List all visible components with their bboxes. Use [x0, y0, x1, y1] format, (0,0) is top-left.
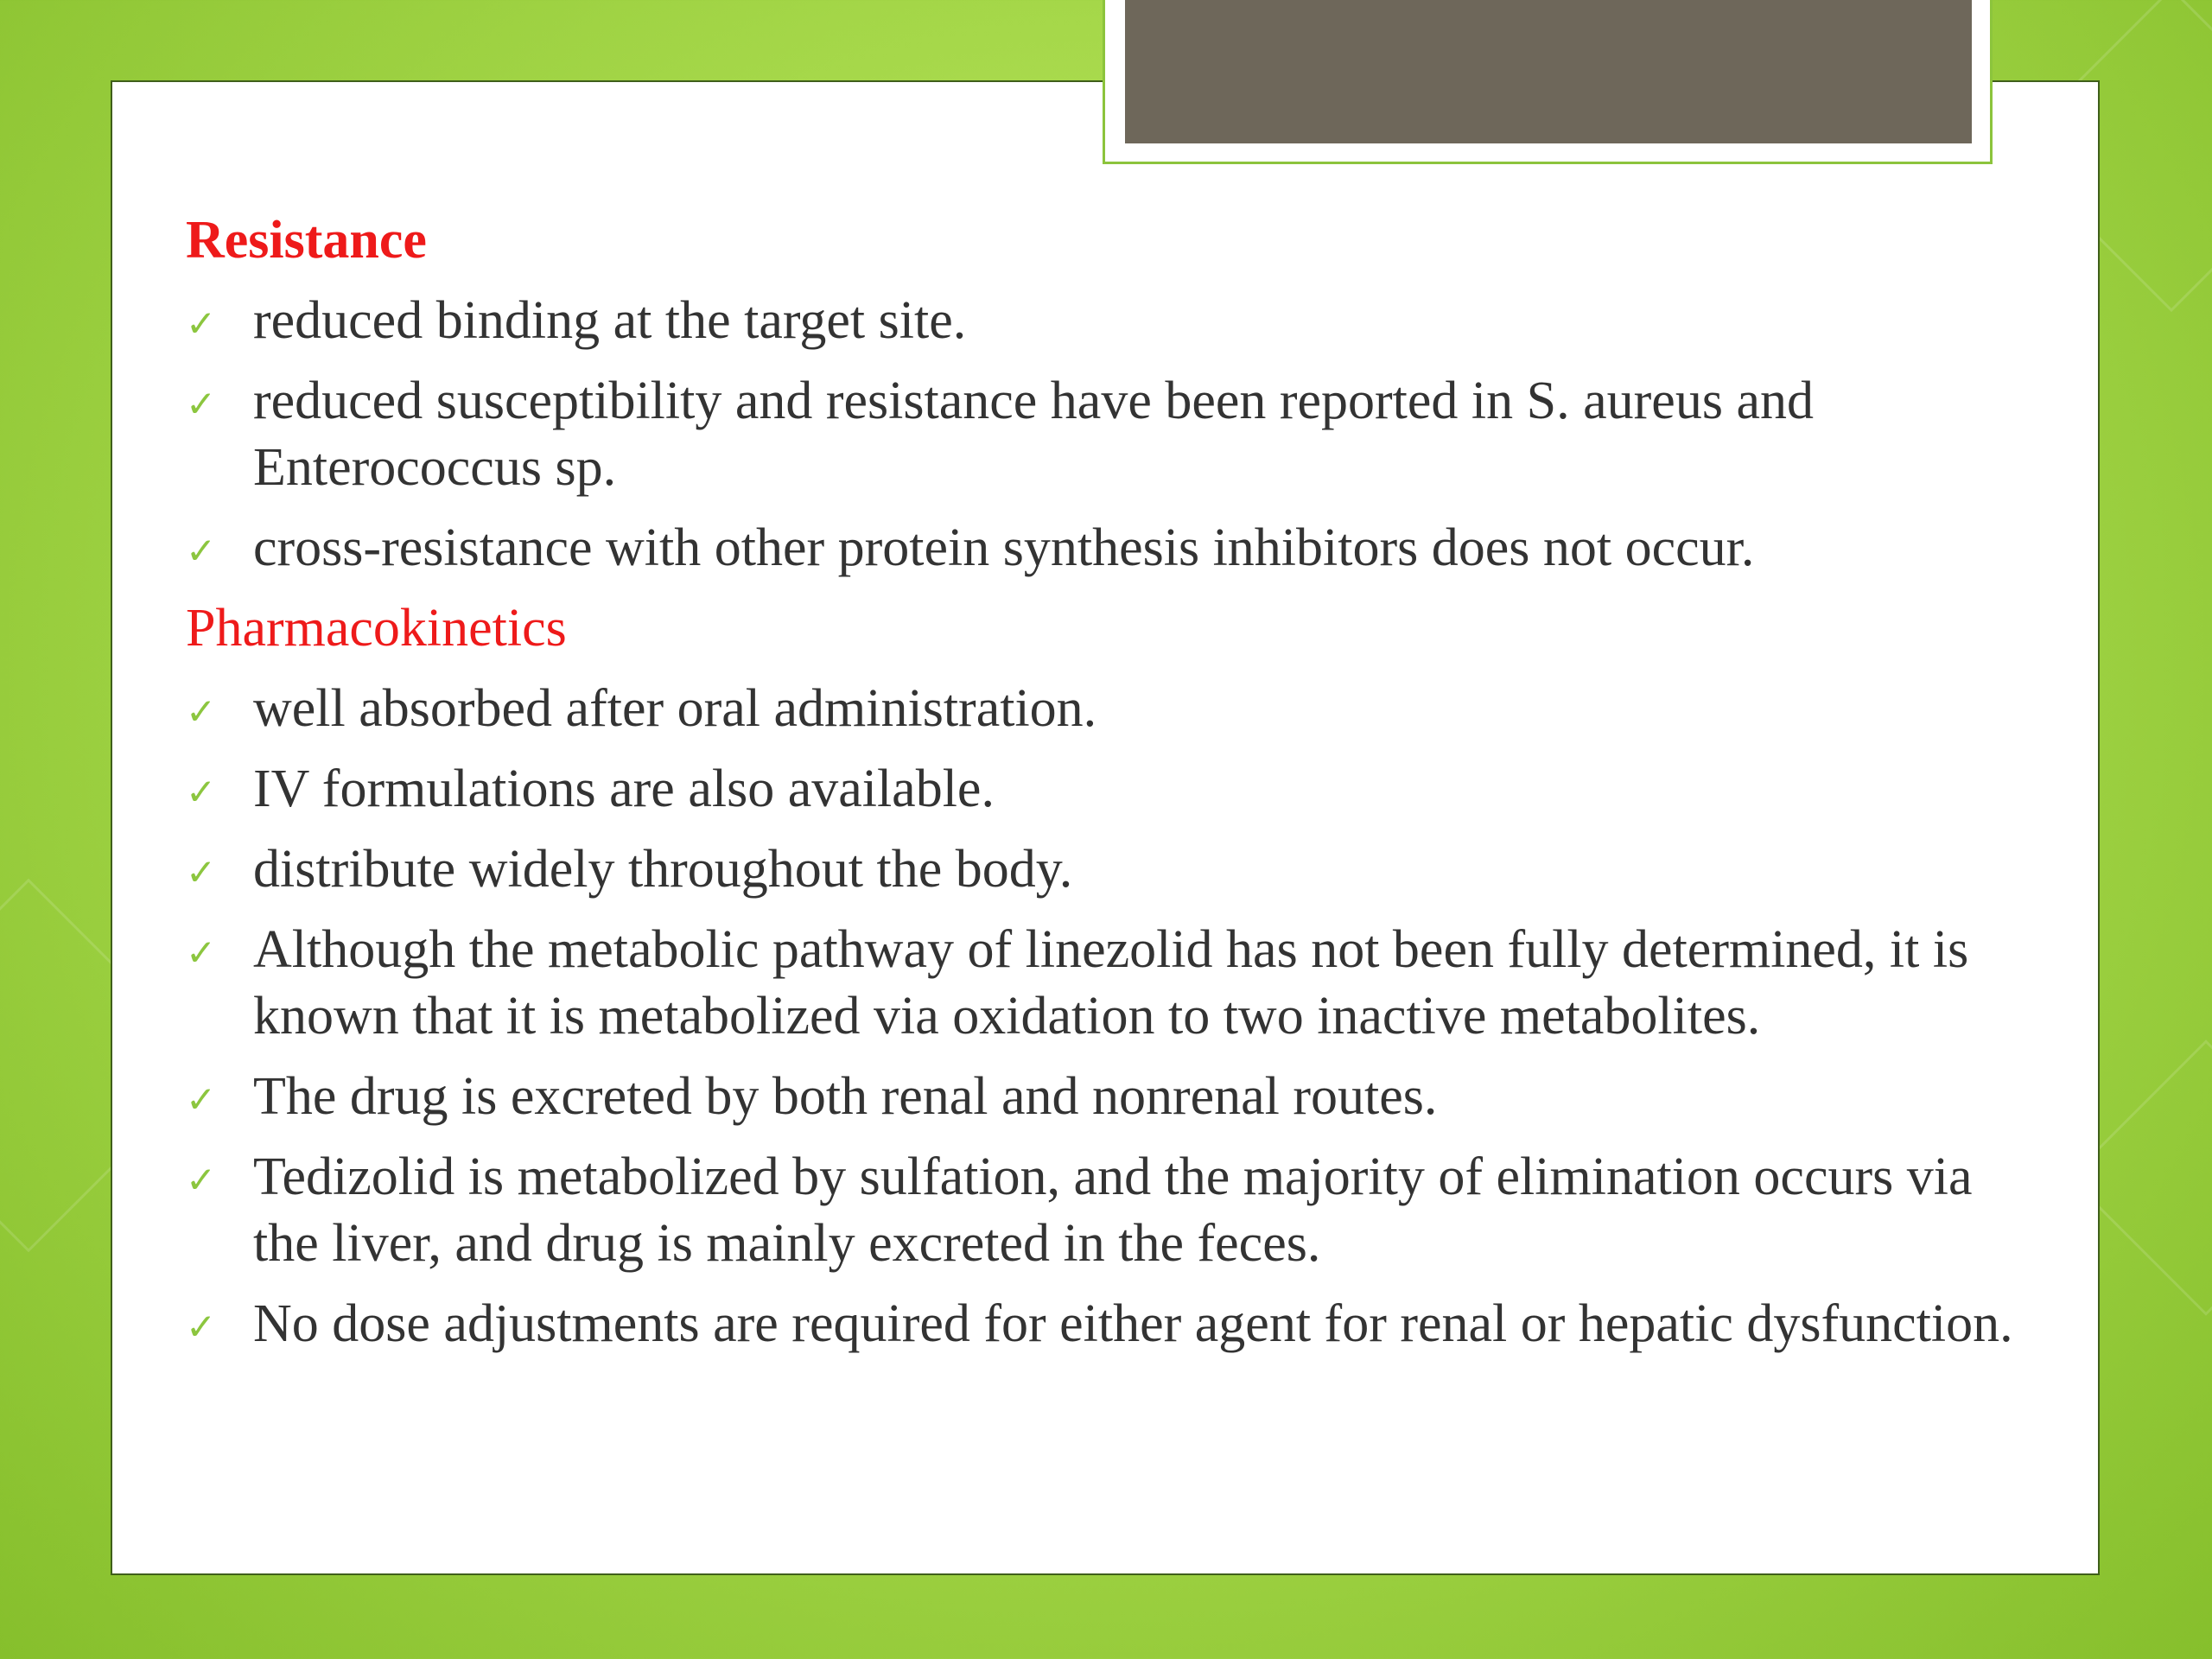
- bullet-text: No dose adjustments are required for either agent for renal or hepatic dysfunction.: [253, 1294, 2013, 1353]
- slide-content: [186, 207, 2035, 1371]
- bullet-text: Tedizolid is metabolized by sulfation, and the majority of elimination occurs via the liver, and drug is mainly excreted in the feces.: [253, 1147, 1973, 1273]
- checkmark-icon: ✓: [186, 1306, 217, 1348]
- bullet-item: [186, 288, 2035, 354]
- bullet-text: The drug is excreted by both renal and nonrenal routes.: [253, 1067, 1438, 1126]
- bullet-text: distribute widely throughout the body.: [253, 840, 1073, 899]
- bullet-text: cross-resistance with other protein synthesis inhibitors does not occur.: [253, 518, 1755, 577]
- bullet-item: [186, 1144, 2035, 1277]
- bullet-text: reduced binding at the target site.: [253, 291, 967, 350]
- title-placeholder-box: [1125, 0, 1972, 143]
- checkmark-icon: ✓: [186, 302, 217, 345]
- bullet-text: Although the metabolic pathway of linezolid has not been fully determined, it is known that it is metabolized via oxidation to two inactive metabolites.: [253, 920, 1969, 1046]
- heading-resistance: Resistance: [186, 211, 427, 270]
- bullet-item: [186, 1291, 2035, 1357]
- checkmark-icon: ✓: [186, 690, 217, 733]
- checkmark-icon: ✓: [186, 851, 217, 893]
- bullet-text: IV formulations are also available.: [253, 760, 995, 818]
- checkmark-icon: ✓: [186, 1159, 217, 1201]
- bullet-text: well absorbed after oral administration.: [253, 679, 1097, 738]
- bullet-item: [186, 515, 2035, 582]
- bullet-item: [186, 368, 2035, 501]
- bullet-item: [186, 836, 2035, 903]
- checkmark-icon: ✓: [186, 931, 217, 974]
- bullet-item: [186, 1064, 2035, 1130]
- checkmark-icon: ✓: [186, 1078, 217, 1121]
- bullet-text: reduced susceptibility and resistance have been reported in S. aureus and Enterococcus sp.: [253, 372, 1814, 497]
- heading-pharmacokinetics: Pharmacokinetics: [186, 599, 567, 658]
- checkmark-icon: ✓: [186, 530, 217, 572]
- checkmark-icon: ✓: [186, 771, 217, 813]
- bullet-item: [186, 917, 2035, 1050]
- bullet-item: [186, 676, 2035, 742]
- checkmark-icon: ✓: [186, 383, 217, 425]
- bullet-item: [186, 756, 2035, 823]
